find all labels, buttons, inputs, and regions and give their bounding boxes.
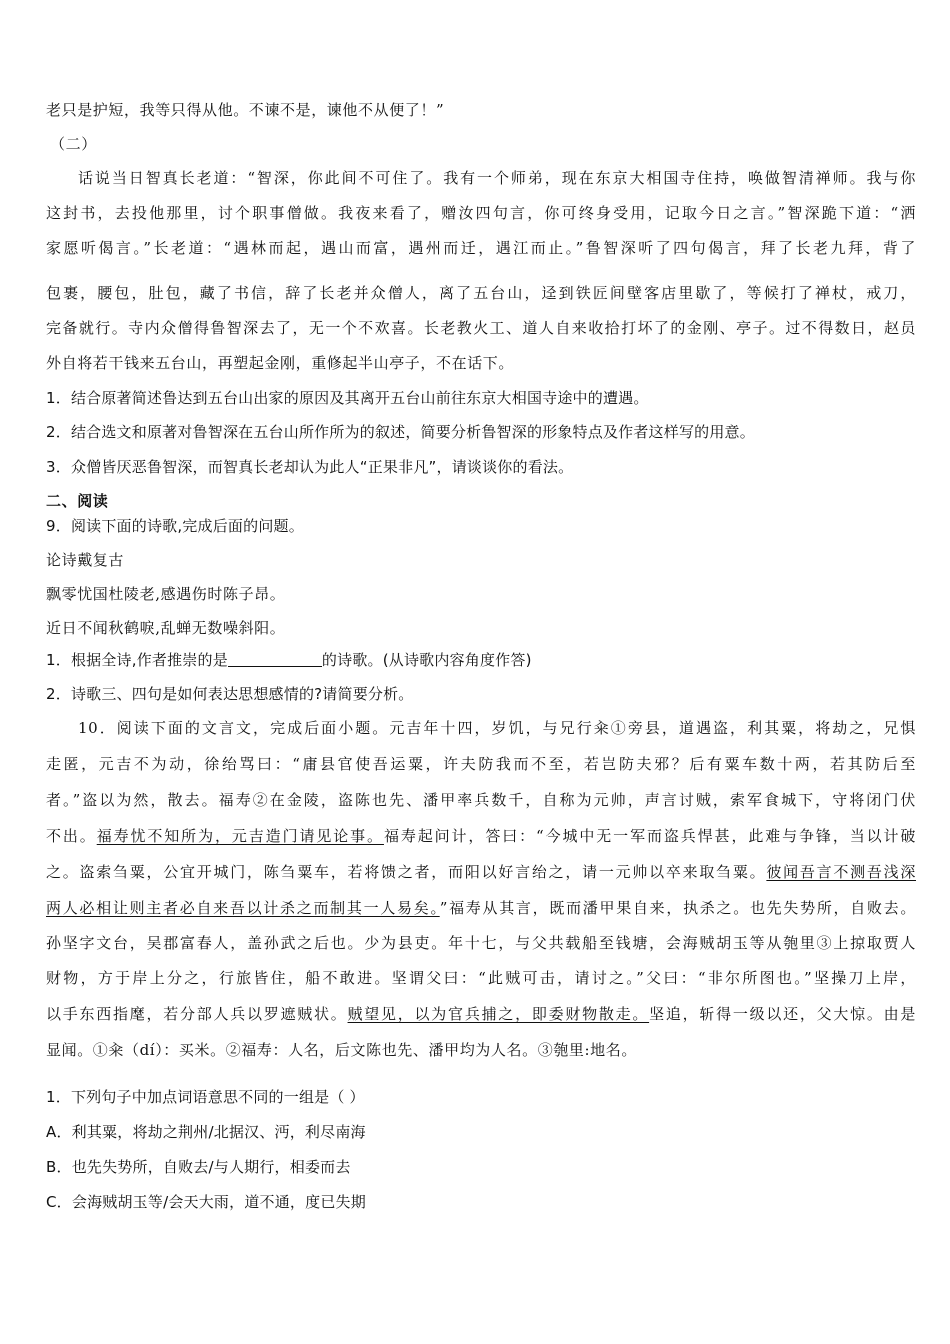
passage-text: 走匿，元吉不为动，徐绐骂曰：“庸县官使吾运粟，许夫防我而不至，若岂防夫邪？后有粟车数十两，若其防后至: [46, 755, 916, 773]
q9-sub1-after: 的诗歌。(从诗歌内容角度作答): [321, 651, 532, 669]
q10-passage-line: [46, 826, 916, 846]
question-item: 1．结合原著简述鲁达到五台山出家的原因及其离开五台山前往东京大相国寺途中的遭遇。: [46, 389, 649, 407]
passage-text: 不出。: [46, 827, 97, 845]
q10-passage-line: [46, 790, 916, 810]
q10-passage-line: [46, 1004, 916, 1024]
q10-passage-line: [46, 718, 916, 738]
q10-passage-line: [46, 898, 916, 918]
passage-text: 福寿起问计，答曰：“今城中无一军而盗兵悍甚，此难与争锋，当以计破: [383, 827, 917, 845]
answer-blank[interactable]: [228, 652, 322, 667]
q9-sub2: 2．诗歌三、四句是如何表达思想感情的?请简要分析。: [46, 685, 414, 703]
option-c[interactable]: C．会海贼胡玉等/会天大雨，道不通，度已失期: [46, 1193, 366, 1211]
passage-line: 完备就行。寺内众僧得鲁智深去了，无一个不欢喜。长老教火工、道人自来收拾打坏了的金刚、亭子。过不得数日，赵员: [46, 319, 916, 337]
option-b[interactable]: B．也先失势所，自败去/与人期行，相委而去: [46, 1158, 351, 1176]
passage-text: ”福寿从其言，既而潘甲果自来，执杀之。也先失势所，自败去。: [439, 899, 916, 917]
section-heading: 二、阅读: [46, 492, 109, 510]
passage-tail-line: 老只是护短，我等只得从他。不谏不是，谏他不从便了！”: [46, 101, 445, 119]
poem-title: 论诗戴复古: [46, 551, 125, 569]
q10-passage-line: [46, 754, 916, 774]
passage-text: 之。盗索刍粟，公宜开城门，陈刍粟车，若将馈之者，而阳以好言绐之，请一元帅以卒来取刍粟。: [46, 863, 767, 881]
passage-line: 话说当日智真长老道：“智深，你此间不可住了。我有一个师弟，现在东京大相国寺住持，唤做智清禅师。我与你: [78, 169, 916, 187]
underlined-sentence: 彼闻吾言不测吾浅深: [766, 863, 916, 881]
passage-text: 显闻。①籴（dí）：买米。②福寿：人名，后文陈也先、潘甲均为人名。③匏里:地名。: [46, 1041, 637, 1059]
underlined-sentence: 两人必相让则主者必自来吾以计杀之而制其一人易矣。: [46, 899, 440, 917]
underlined-sentence: 贼望见，以为官兵捕之，即委财物散走。: [347, 1005, 650, 1023]
passage-line: 包裹，腰包，肚包，藏了书信，辞了长老并众僧人，离了五台山，迳到铁匠间壁客店里歇了，等候打了禅杖，戒刀，: [46, 284, 916, 302]
q9-prompt: 9．阅读下面的诗歌,完成后面的问题。: [46, 517, 304, 535]
underlined-sentence: 福寿忧不知所为，元吉造门请见论事。: [96, 827, 384, 845]
option-a[interactable]: A．利其粟，将劫之荆州/北据汉、沔，利尽南海: [46, 1123, 366, 1141]
question-item: 3．众僧皆厌恶鲁智深，而智真长老却认为此人“正果非凡”，请谈谈你的看法。: [46, 458, 574, 476]
passage-text: 10．阅读下面的文言文，完成后面小题。元吉年十四，岁饥，与兄行籴①旁县，道遇盗，利其粟，将劫之，兄惧: [78, 719, 916, 737]
passage-text: 财物，方于岸上分之，行旅皆住，船不敢进。坚谓父曰：“此贼可击，请讨之。”父曰：“非尔所图也。”坚操刀上岸，: [46, 969, 916, 987]
section-label: （二）: [50, 135, 97, 153]
passage-line: 家愿听偈言。”长老道：“遇林而起，遇山而富，遇州而迁，遇江而止。”鲁智深听了四句偈言，拜了长老九拜，背了: [46, 239, 916, 257]
q10-passage-line: [46, 968, 916, 988]
passage-text: 者。”盗以为然，散去。福寿②在金陵，盗陈也先、潘甲率兵数千，自称为元帅，声言讨贼，索军食城下，守将闭门伏: [46, 791, 916, 809]
passage-text: 以手东西指麾，若分部人兵以罗遮贼状。: [46, 1005, 348, 1023]
q10-passage-line: [46, 1040, 916, 1060]
q9-sub1: [46, 650, 916, 670]
passage-text: 坚追，斩得一级以还，父大惊。由是: [649, 1005, 916, 1023]
passage-text: 孙坚字文台，吴郡富春人，盖孙武之后也。少为县吏。年十七，与父共载船至钱塘，会海贼胡玉等从匏里③上掠取贾人: [46, 934, 916, 952]
q9-sub1-before: 1．根据全诗,作者推崇的是: [46, 651, 228, 669]
q10-passage-line: [46, 933, 916, 953]
poem-line: 近日不闻秋鹤唳,乱蝉无数噪斜阳。: [46, 619, 286, 637]
passage-line: 外自将若干钱来五台山，再塑起金刚，重修起半山亭子，不在话下。: [46, 354, 515, 372]
poem-line: 飘零忧国杜陵老,感遇伤时陈子昂。: [46, 585, 286, 603]
passage-line: 这封书，去投他那里，讨个职事僧做。我夜来看了，赠汝四句言，你可终身受用，记取今日之言。”智深跪下道：“洒: [46, 204, 916, 222]
q10-sub1: 1．下列句子中加点词语意思不同的一组是（ ）: [46, 1088, 365, 1106]
question-item: 2．结合选文和原著对鲁智深在五台山所作所为的叙述，简要分析鲁智深的形象特点及作者这样写的用意。: [46, 423, 755, 441]
q10-passage-line: [46, 862, 916, 882]
